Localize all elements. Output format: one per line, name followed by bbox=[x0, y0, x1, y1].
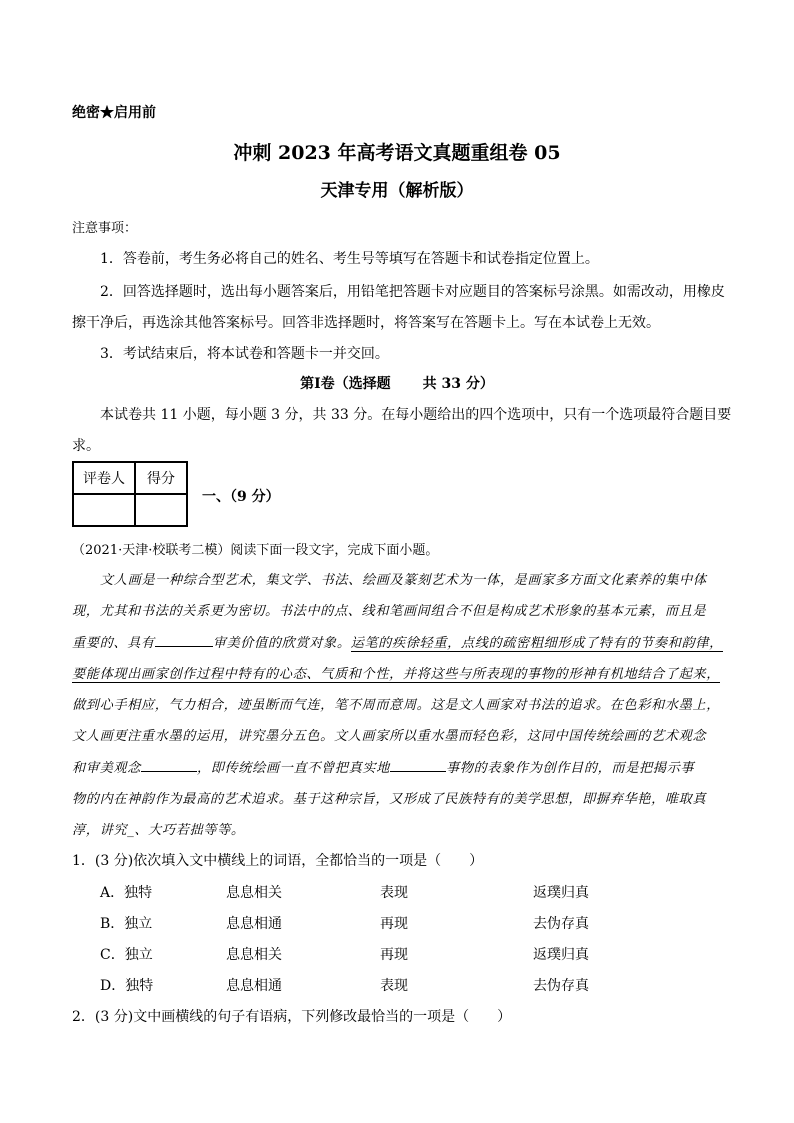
passage-line-3 bbox=[72, 632, 723, 651]
option-d-word-4: 去伪存真 bbox=[533, 978, 589, 994]
page-subtitle: 天津专用（解析版） bbox=[320, 181, 474, 201]
option-a-letter: A．独特 bbox=[100, 885, 153, 901]
note-1: 1．答卷前，考生务必将自己的姓名、考生号等填写在答题卡和试卷指定位置上。 bbox=[100, 251, 599, 267]
question-2-stem: 2．(3 分)文中画横线的句子有语病，下列修改最恰当的一项是（ ） bbox=[72, 1009, 512, 1025]
option-b-word-2: 息息相通 bbox=[226, 916, 282, 932]
passage-line-3b: 审美价值的欣赏对象。 bbox=[212, 636, 351, 651]
option-c-letter: C．独立 bbox=[100, 947, 153, 963]
option-b-word-3: 再现 bbox=[380, 916, 408, 932]
option-b-word-4: 去伪存真 bbox=[533, 916, 589, 932]
passage-line-7b: ，即传统绘画一直不曾把真实地 bbox=[196, 761, 390, 776]
section-intro: 本试卷共 11 小题，每小题 3 分，共 33 分。在每小题给出的四个选项中，只有一个选项最符合题目要 bbox=[100, 407, 732, 423]
note-2-cont: 擦干净后，再选涂其他答案标号。回答非选择题时，将答案写在答题卡上。写在本试卷上无效。 bbox=[72, 315, 660, 331]
section-title bbox=[0, 373, 794, 393]
underlined-sentence-b: 要能体现出画家创作过程中特有的心态、气质和个性，并将这些与所表现的事物的形神有机地结合了起来， bbox=[72, 667, 721, 682]
passage-line-8: 物的内在神韵作为最高的艺术追求。基于这种宗旨，又形成了民族特有的美学思想，即摒弃华艳，唯取真 bbox=[72, 792, 707, 807]
option-c-word-2: 息息相关 bbox=[226, 947, 282, 963]
section-intro-cont: 求。 bbox=[72, 438, 100, 454]
passage-line-2: 现，尤其和书法的关系更为密切。书法中的点、线和笔画间组合不但是构成艺术形象的基本元素，而且是 bbox=[72, 604, 707, 619]
note-3: 3．考试结束后，将本试卷和答题卡一并交回。 bbox=[100, 346, 389, 362]
question-1-stem: 1．(3 分)依次填入文中横线上的词语，全都恰当的一项是（ ） bbox=[72, 853, 484, 869]
underlined-sentence-a: 运笔的疾徐轻重，点线的疏密粗细形成了特有的节奏和韵律， bbox=[350, 636, 723, 651]
reviewer-header: 评卷人 bbox=[73, 462, 135, 494]
option-c-word-4: 返璞归真 bbox=[533, 947, 589, 963]
page-title: 冲刺 2023 年高考语文真题重组卷 05 bbox=[233, 142, 561, 164]
secret-label: 绝密★启用前 bbox=[72, 105, 156, 121]
option-b-letter: B．独立 bbox=[100, 916, 153, 932]
passage-line-9: 淳，讲究_、大巧若拙等等。 bbox=[72, 823, 245, 838]
option-d-word-2: 息息相通 bbox=[226, 978, 282, 994]
option-d-letter: D．独特 bbox=[100, 978, 154, 994]
passage-line-6: 文人画更注重水墨的运用，讲究墨分五色。文人画家所以重水墨而轻色彩，这同中国传统绘画的艺术观念 bbox=[72, 729, 707, 744]
passage-line-7 bbox=[72, 757, 694, 776]
section-title-b: 共 33 分） bbox=[422, 376, 494, 392]
blank-2 bbox=[141, 759, 197, 772]
passage-line-3a: 重要的、具有 bbox=[72, 636, 155, 651]
passage-line-7c: 事物的表象作为创作目的，而是把揭示事 bbox=[445, 761, 695, 776]
reviewer-cell bbox=[73, 494, 135, 526]
part-one-heading: 一、（9 分） bbox=[202, 489, 280, 505]
option-d-word-3: 表现 bbox=[380, 978, 408, 994]
notes-heading: 注意事项： bbox=[72, 221, 138, 236]
option-a-word-3: 表现 bbox=[380, 885, 408, 901]
blank-3 bbox=[390, 759, 446, 772]
section-title-a: 第Ⅰ卷（选择题 bbox=[300, 376, 391, 392]
option-a-word-2: 息息相关 bbox=[226, 885, 282, 901]
option-c-word-3: 再现 bbox=[380, 947, 408, 963]
score-table bbox=[72, 461, 188, 527]
passage-line-1: 文人画是一种综合型艺术，集文学、书法、绘画及篆刻艺术为一体，是画家多方面文化素养的集中体 bbox=[100, 573, 707, 588]
score-header: 得分 bbox=[135, 462, 187, 494]
note-2: 2．回答选择题时，选出每小题答案后，用铅笔把答题卡对应题目的答案标号涂黑。如需改动，用橡皮 bbox=[100, 284, 725, 300]
option-a-word-4: 返璞归真 bbox=[533, 885, 589, 901]
passage-source: （2021·天津·校联考二模）阅读下面一段文字，完成下面小题。 bbox=[72, 543, 439, 558]
blank-1 bbox=[155, 634, 213, 647]
score-cell bbox=[135, 494, 187, 526]
passage-line-5: 做到心手相应，气力相合，迹虽断而气连，笔不周而意周。这是文人画家对书法的追求。在色彩和水墨上， bbox=[72, 698, 721, 713]
passage-line-7a: 和审美观念 bbox=[72, 761, 141, 776]
passage-line-4 bbox=[72, 663, 720, 682]
